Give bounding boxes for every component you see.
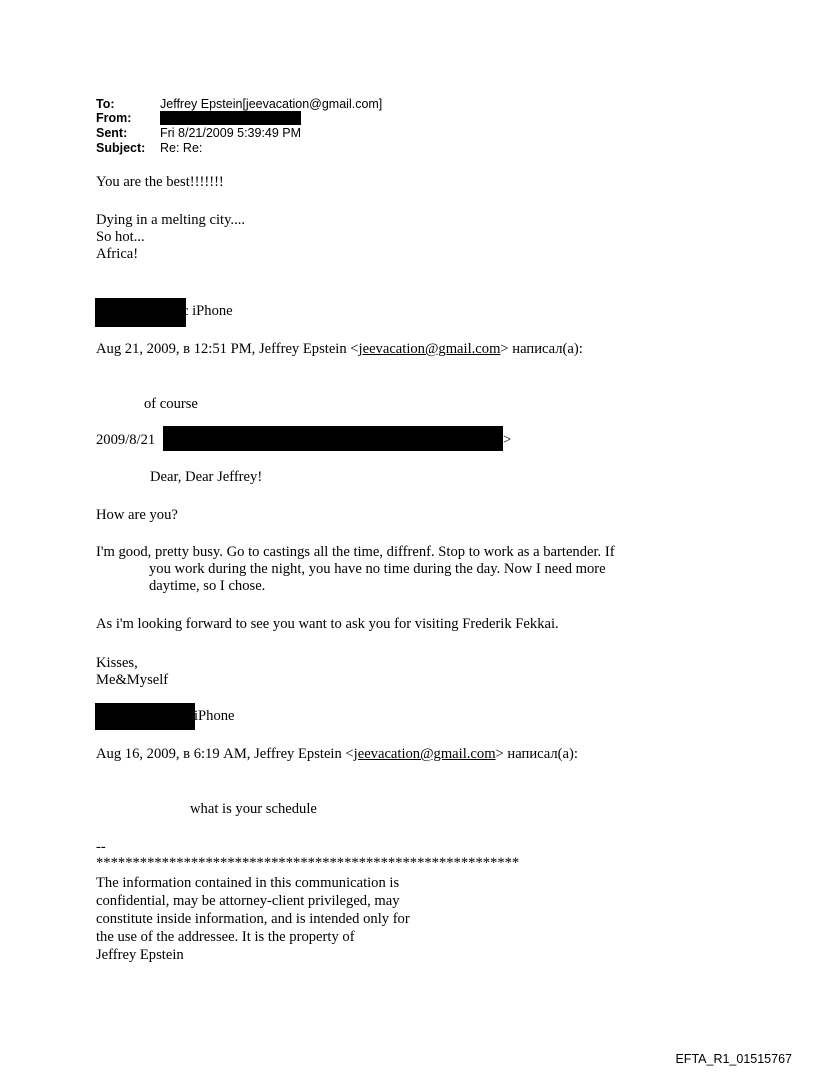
- to-label: To:: [96, 97, 115, 111]
- paragraph-1-line-3: daytime, so I chose.: [149, 578, 266, 594]
- paragraph-1-line-2: you work during the night, you have no time during the day. Now I need more: [149, 561, 606, 577]
- to-value: Jeffrey Epstein[jeevacation@gmail.com]: [160, 97, 383, 111]
- quote-header-2: Aug 16, 2009, в 6:19 AM, Jeffrey Epstein <jeevacation@gmail.com> написал(а):: [96, 746, 578, 762]
- me-and-myself: Me&Myself: [96, 672, 169, 688]
- redaction-from: [160, 111, 301, 125]
- sent-value: Fri 8/21/2009 5:39:49 PM: [160, 126, 302, 140]
- reply-2: what is your schedule: [190, 801, 317, 817]
- separator-stars: **********************************************************: [96, 855, 520, 871]
- disclaimer-line-5: Jeffrey Epstein: [96, 947, 184, 963]
- body-line-3: So hot...: [96, 229, 145, 245]
- how-are-you: How are you?: [96, 507, 178, 523]
- disclaimer-line-2: confidential, may be attorney-client privileged, may: [96, 893, 400, 909]
- subject-label: Subject:: [96, 141, 146, 155]
- body-line-4: Africa!: [96, 246, 139, 262]
- paragraph-2: As i'm looking forward to see you want to ask you for visiting Frederik Fekkai.: [96, 616, 559, 632]
- document-id: EFTA_R1_01515767: [675, 1052, 792, 1066]
- redaction-signature-2: [95, 703, 195, 730]
- kisses: Kisses,: [96, 655, 138, 671]
- separator-dashes: --: [96, 839, 106, 855]
- date-line-2: 2009/8/21: [96, 432, 156, 448]
- redaction-signature-1: [95, 298, 186, 327]
- body-line-1: You are the best!!!!!!!: [96, 174, 224, 190]
- sent-label: Sent:: [96, 126, 128, 140]
- quote-header-1: Aug 21, 2009, в 12:51 PM, Jeffrey Epstein <jeevacation@gmail.com> написал(а):: [96, 341, 583, 357]
- greeting: Dear, Dear Jeffrey!: [150, 469, 263, 485]
- disclaimer-line-1: The information contained in this communication is: [96, 875, 400, 891]
- body-line-2: Dying in a melting city....: [96, 212, 246, 228]
- date-line-2-tail: >: [503, 432, 512, 448]
- email-link-1[interactable]: jeevacation@gmail.com: [358, 341, 501, 357]
- redaction-sender-2: [163, 426, 503, 451]
- disclaimer-line-3: constitute inside information, and is intended only for: [96, 911, 410, 927]
- signature-1: c iPhone: [182, 303, 233, 319]
- paragraph-1-line-1: I'm good, pretty busy. Go to castings all the time, diffrenf. Stop to work as a bartender. If: [96, 544, 615, 560]
- disclaimer-line-4: the use of the addressee. It is the property of: [96, 929, 355, 945]
- from-label: From:: [96, 111, 132, 125]
- subject-value: Re: Re:: [160, 141, 203, 155]
- email-link-2[interactable]: jeevacation@gmail.com: [353, 746, 496, 762]
- signature-2: iPhone: [194, 708, 235, 724]
- reply-1: of course: [144, 396, 198, 412]
